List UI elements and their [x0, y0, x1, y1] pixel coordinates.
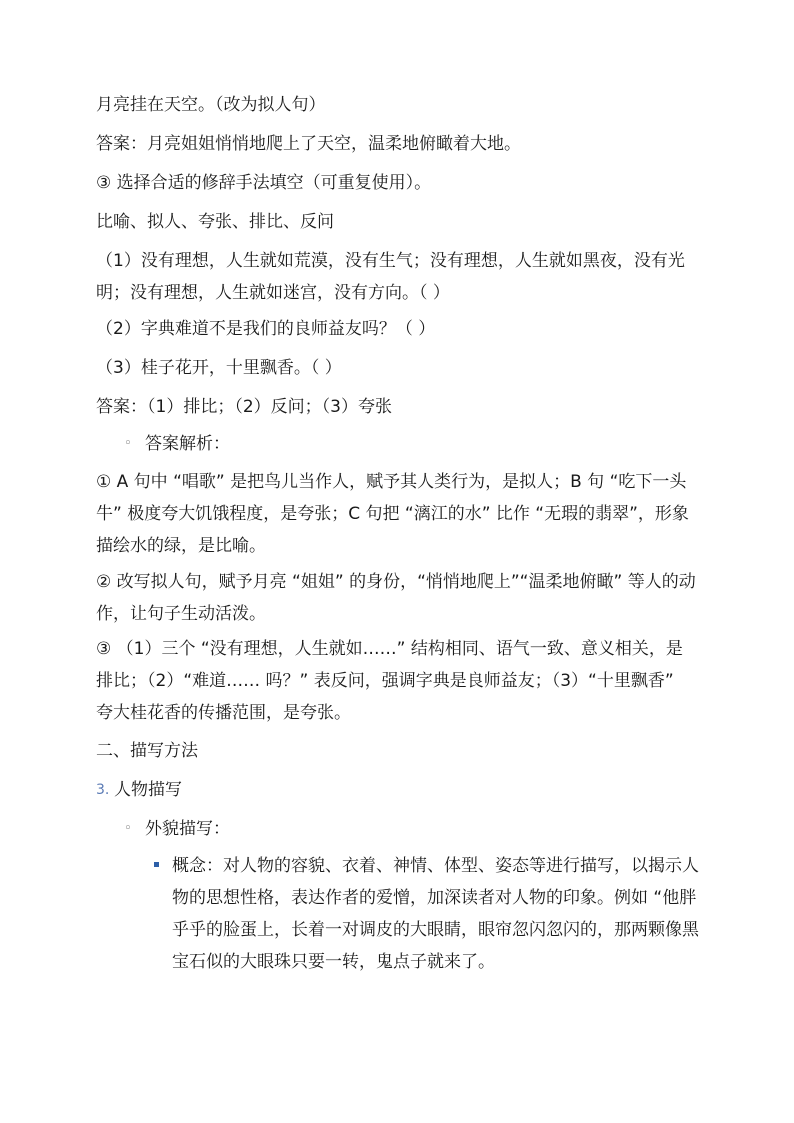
analysis-heading: 答案解析： [145, 434, 230, 454]
answer-rhetoric: 答案：（1）排比；（2）反问；（3）夸张 [96, 397, 392, 417]
answer-personification: 答案：月亮姐姐悄悄地爬上了天空，温柔地俯瞰着大地。 [96, 134, 521, 154]
question-3: （3）桂子花开，十里飘香。（ ） [96, 358, 342, 378]
section-heading: 二、描写方法 [96, 741, 198, 761]
analysis-1: ① A 句中 “唱歌” 是把鸟儿当作人，赋予其人类行为，是拟人；B 句 “吃下一头牛” 极度夸大饥饿程度，是夸张；C 句把 “漓江的水” 比作 “无瑕的翡翠”，形象描绘水的绿，是比喻。 [96, 472, 689, 556]
exercise-prompt: 月亮挂在天空。（改为拟人句） [96, 95, 326, 115]
concept-definition: 概念：对人物的容貌、衣着、神情、体型、姿态等进行描写，以揭示人物的思想性格，表达作者的爱憎，加深读者对人物的印象。例如 “他胖乎乎的脸蛋上，长着一对调皮的大眼睛，眼帘忽闪忽闪的，那两颗像黑宝石似的大眼珠只要一转，鬼点子就来了。 [172, 856, 699, 972]
analysis-3: ③ （1）三个 “没有理想，人生就如……” 结构相同、语气一致、意义相关，是排比；（2）“难道…… 吗？” 表反问，强调字典是良师益友；（3）“十里飘香” 夸大桂花香的传播范围，是夸张。 [96, 639, 683, 723]
appearance-heading: 外貌描写： [145, 819, 230, 839]
circle-bullet-icon: ◦ [124, 436, 132, 451]
circle-bullet-icon: ◦ [124, 821, 132, 836]
rhetoric-options: 比喻、拟人、夸张、排比、反问 [96, 212, 334, 232]
exercise-3-prompt: ③ 选择合适的修辞手法填空（可重复使用）。 [96, 173, 432, 193]
analysis-2: ② 改写拟人句，赋予月亮 “姐姐” 的身份，“悄悄地爬上”“温柔地俯瞰” 等人的动作，让句子生动活泼。 [96, 572, 696, 624]
list-number: 3. [96, 782, 110, 798]
subsection-title: 人物描写 [114, 780, 182, 800]
square-bullet-icon [154, 862, 159, 867]
question-1: （1）没有理想，人生就如荒漠，没有生气；没有理想，人生就如黑夜，没有光明；没有理想，人生就如迷宫，没有方向。（ ） [96, 251, 685, 303]
question-2: （2）字典难道不是我们的良师益友吗？（ ） [96, 319, 436, 339]
